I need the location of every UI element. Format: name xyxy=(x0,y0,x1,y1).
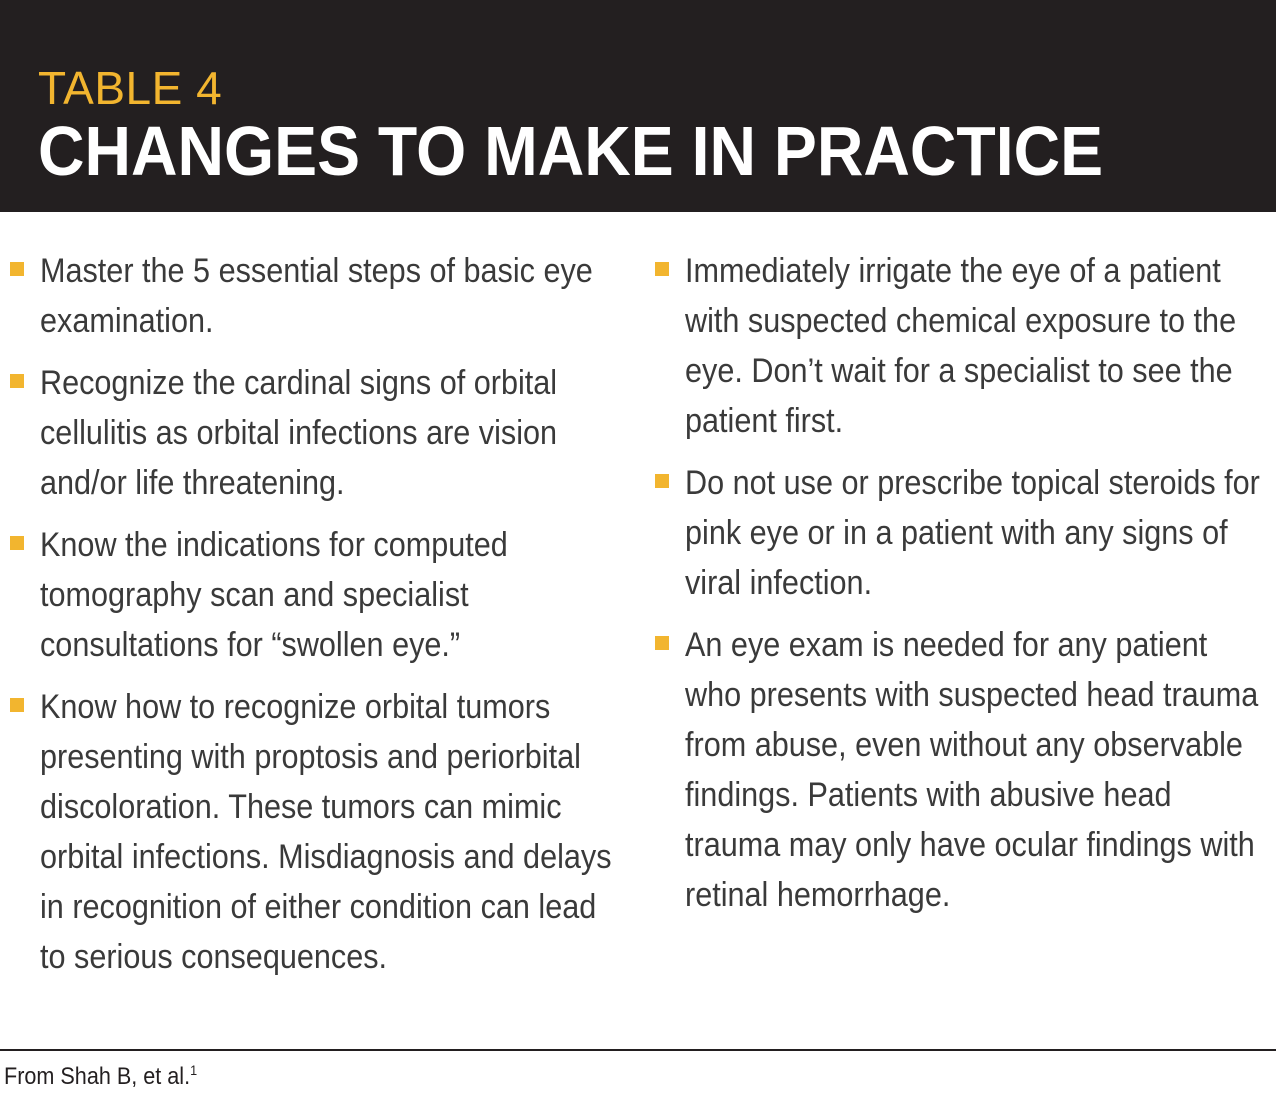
list-item xyxy=(655,620,1270,920)
table-title: CHANGES TO MAKE IN PRACTICE xyxy=(38,112,1104,190)
source-text: From Shah B, et al. xyxy=(4,1063,191,1090)
table-header xyxy=(0,0,1276,212)
list-item-text: An eye exam is needed for any patient who presents with suspected head trauma from abuse, even without any observable findings. Patients with abusive head trauma may only have ocular findings with retinal hemorrhage. xyxy=(685,626,1259,914)
list-item xyxy=(10,246,620,346)
bullet-square-icon xyxy=(655,262,669,276)
list-item-text: Know the indications for computed tomography scan and specialist consultations for “swollen eye.” xyxy=(40,526,508,664)
list-item-text: Immediately irrigate the eye of a patient with suspected chemical exposure to the eye. Don’t wait for a specialist to see the patient first. xyxy=(685,252,1237,440)
source-citation xyxy=(4,1062,197,1092)
list-item-text: Do not use or prescribe topical steroids for pink eye or in a patient with any signs of viral infection. xyxy=(685,464,1260,602)
list-item-text: Recognize the cardinal signs of orbital cellulitis as orbital infections are vision and/or life threatening. xyxy=(40,364,558,502)
footer-divider xyxy=(0,1049,1276,1051)
left-column xyxy=(10,246,620,994)
list-item-text: Master the 5 essential steps of basic eye examination. xyxy=(40,252,593,340)
list-item xyxy=(10,358,620,508)
bullet-square-icon xyxy=(10,698,24,712)
source-reference: 1 xyxy=(190,1062,198,1078)
bullet-square-icon xyxy=(655,636,669,650)
bullet-square-icon xyxy=(10,536,24,550)
list-item xyxy=(655,246,1270,446)
list-item xyxy=(655,458,1270,608)
right-column xyxy=(655,246,1270,932)
list-item-text: Know how to recognize orbital tumors presenting with proptosis and periorbital discoloration. These tumors can mimic orbital infections. Misdiagnosis and delays in recognition of either condition can lead to serious consequences. xyxy=(40,688,612,976)
table-label xyxy=(38,62,222,114)
table-label-prefix: TABLE xyxy=(38,62,183,114)
bullet-square-icon xyxy=(655,474,669,488)
bullet-square-icon xyxy=(10,262,24,276)
table-label-number: 4 xyxy=(196,62,223,114)
list-item xyxy=(10,682,620,982)
list-item xyxy=(10,520,620,670)
bullet-square-icon xyxy=(10,374,24,388)
